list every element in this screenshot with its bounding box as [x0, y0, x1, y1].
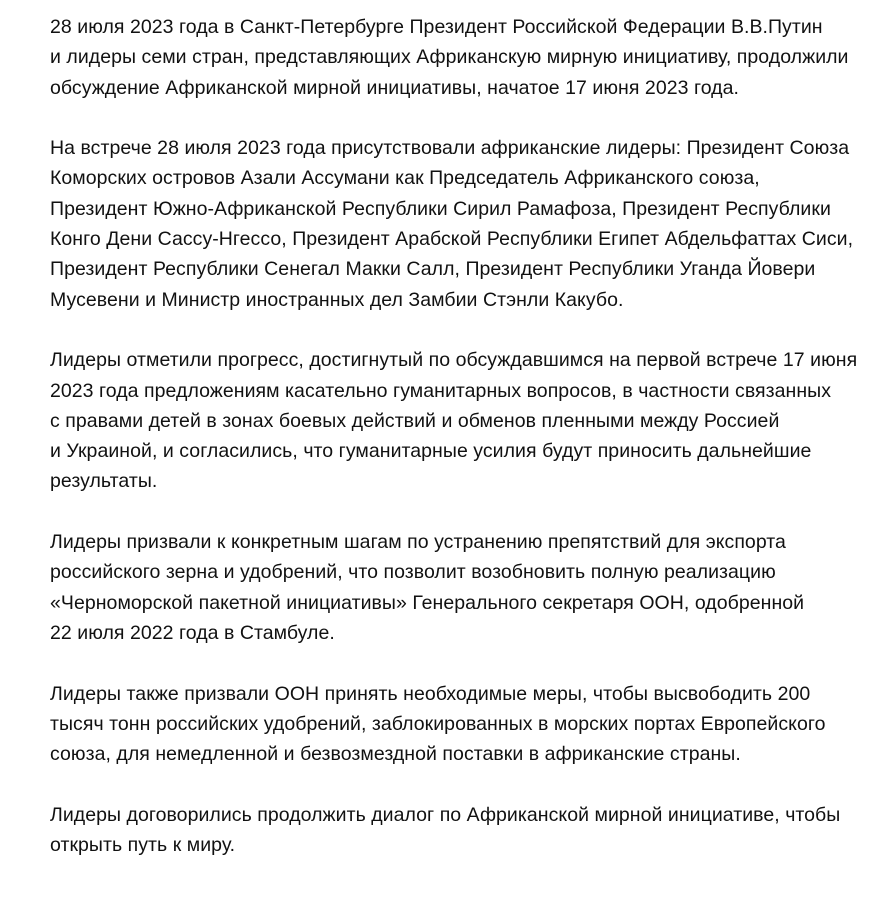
text-line: Президент Южно-Африканской Республики Сирил Рамафоза, Президент Республики: [50, 197, 831, 220]
text-line: Лидеры призвали к конкретным шагам по устранению препятствий для экспорта: [50, 531, 786, 554]
text-line: Конго Дени Сассу-Нгессо, Президент Арабской Республики Египет Абдельфаттах Сиси,: [50, 228, 854, 251]
text-line: 22 июля 2022 года в Стамбуле.: [50, 621, 335, 644]
text-line: Коморских островов Азали Ассумани как Председатель Африканского союза,: [50, 167, 760, 190]
text-line: результаты.: [50, 470, 158, 493]
text-line: с правами детей в зонах боевых действий и обменов пленными между Россией: [50, 409, 780, 432]
article-body: [50, 12, 858, 891]
text-line: Мусевени и Министр иностранных дел Замбии Стэнли Какубо.: [50, 288, 624, 311]
text-line: Лидеры отметили прогресс, достигнутый по обсуждавшимся на первой встрече 17 июня: [50, 349, 858, 372]
text-line: Лидеры договорились продолжить диалог по Африканской мирной инициативе, чтобы: [50, 803, 841, 826]
text-line: и лидеры семи стран, представляющих Африканскую мирную инициативу, продолжили: [50, 46, 849, 69]
text-line: обсуждение Африканской мирной инициативы, начатое 17 июня 2023 года.: [50, 76, 739, 99]
text-line: 2023 года предложениям касательно гуманитарных вопросов, в частности связанных: [50, 379, 832, 402]
text-line: российского зерна и удобрений, что позволит возобновить полную реализацию: [50, 561, 776, 584]
paragraph-grain-export: [50, 527, 850, 648]
paragraph-meeting-intro: [50, 12, 850, 103]
text-line: Президент Республики Сенегал Макки Салл, Президент Республики Уганда Йовери: [50, 258, 816, 281]
paragraph-participants: [50, 133, 854, 315]
paragraph-dialogue: [50, 800, 850, 861]
paragraph-fertilizers: [50, 679, 850, 770]
text-line: союза, для немедленной и безвозмездной поставки в африканские страны.: [50, 743, 741, 766]
text-line: 28 июля 2023 года в Санкт-Петербурге Президент Российской Федерации В.В.Путин: [50, 16, 823, 38]
paragraph-humanitarian-progress: [50, 345, 858, 496]
text-line: Лидеры также призвали ООН принять необходимые меры, чтобы высвободить 200: [50, 682, 811, 705]
text-line: На встрече 28 июля 2023 года присутствовали африканские лидеры: Президент Союза: [50, 137, 850, 160]
text-line: «Черноморской пакетной инициативы» Генерального секретаря ООН, одобренной: [50, 591, 805, 614]
text-line: тысяч тонн российских удобрений, заблокированных в морских портах Европейского: [50, 712, 826, 735]
text-line: и Украиной, и согласились, что гуманитарные усилия будут приносить дальнейшие: [50, 440, 812, 463]
text-line: открыть путь к миру.: [50, 834, 236, 857]
